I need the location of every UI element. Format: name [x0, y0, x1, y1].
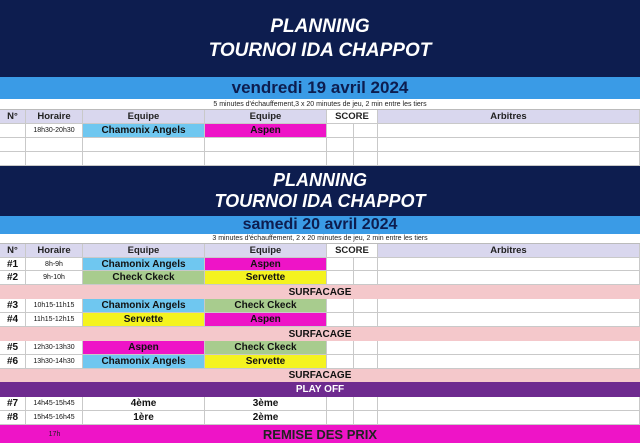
- empty-cell: [354, 138, 378, 152]
- match-score2[interactable]: [354, 313, 378, 327]
- match-referees[interactable]: [378, 258, 640, 271]
- match-team2: Check Ckeck: [205, 341, 327, 355]
- match-team1: Chamonix Angels: [83, 355, 205, 369]
- day2-title-tournament: TOURNOI IDA CHAPPOT: [214, 191, 426, 211]
- match-team1: 4ème: [83, 397, 205, 411]
- empty-cell: [205, 138, 327, 152]
- match-time: 13h30-14h30: [26, 355, 83, 369]
- empty-cell: [0, 138, 26, 152]
- table-row: [0, 355, 640, 369]
- match-referees[interactable]: [378, 299, 640, 313]
- match-score1[interactable]: [327, 355, 354, 369]
- prize-ceremony-time: 17h: [48, 430, 61, 438]
- col-time-header: Horaire: [26, 110, 83, 124]
- table-row-empty: [0, 152, 640, 166]
- day1-title-banner: [0, 0, 640, 77]
- match-referees[interactable]: [378, 313, 640, 327]
- empty-cell: [26, 138, 83, 152]
- match-team2: 2ème: [205, 411, 327, 425]
- table-row: [0, 258, 640, 271]
- match-team2: Servette: [205, 355, 327, 369]
- match-score2[interactable]: [354, 397, 378, 411]
- day2-title-planning: PLANNING: [273, 170, 367, 190]
- match-team1: Chamonix Angels: [83, 258, 205, 271]
- col-referees-header: Arbitres: [378, 244, 640, 258]
- day1-title-planning: PLANNING: [270, 16, 370, 37]
- match-number: #5: [0, 341, 26, 355]
- match-score1[interactable]: [327, 271, 354, 285]
- match-team2: Aspen: [205, 258, 327, 271]
- match-score1[interactable]: [327, 397, 354, 411]
- match-score1[interactable]: [327, 258, 354, 271]
- empty-cell: [83, 152, 205, 166]
- match-team1: Chamonix Angels: [83, 124, 205, 138]
- match-referees[interactable]: [378, 397, 640, 411]
- day1-title-tournament: TOURNOI IDA CHAPPOT: [208, 40, 432, 61]
- empty-cell: [327, 138, 354, 152]
- match-time: 15h45-16h45: [26, 411, 83, 425]
- col-score-header: SCORE: [327, 110, 378, 124]
- table-row: [0, 299, 640, 313]
- match-team1: Chamonix Angels: [83, 299, 205, 313]
- match-score2[interactable]: [354, 355, 378, 369]
- match-score1[interactable]: [327, 299, 354, 313]
- match-time: 8h-9h: [26, 258, 83, 271]
- match-team2: Aspen: [205, 313, 327, 327]
- match-number: #7: [0, 397, 26, 411]
- empty-cell: [378, 138, 640, 152]
- col-team2-header: Equipe: [205, 110, 327, 124]
- table-row: [0, 397, 640, 411]
- match-score1[interactable]: [327, 411, 354, 425]
- match-time: 18h30-20h30: [26, 124, 83, 138]
- table-row: [0, 124, 640, 138]
- match-team2: Check Ckeck: [205, 299, 327, 313]
- day2-header-row: [0, 244, 640, 258]
- surfacage-band-2: SURFACAGE: [0, 327, 640, 341]
- match-number: #4: [0, 313, 26, 327]
- table-row: [0, 411, 640, 425]
- col-team1-header: Equipe: [83, 110, 205, 124]
- playoff-band: PLAY OFF: [0, 382, 640, 397]
- match-referees[interactable]: [378, 355, 640, 369]
- match-score2[interactable]: [354, 258, 378, 271]
- match-number: #1: [0, 258, 26, 271]
- match-number: #3: [0, 299, 26, 313]
- day1-header-row: [0, 110, 640, 124]
- match-score1[interactable]: [327, 341, 354, 355]
- match-team2: Servette: [205, 271, 327, 285]
- prize-ceremony-band: [0, 425, 640, 443]
- col-number-header: N°: [0, 110, 26, 124]
- day2-title-banner: [0, 166, 640, 216]
- match-referees[interactable]: [378, 341, 640, 355]
- match-score2[interactable]: [354, 411, 378, 425]
- surfacage-band-1: SURFACAGE: [0, 285, 640, 299]
- match-time: 10h15-11h15: [26, 299, 83, 313]
- match-team1: Aspen: [83, 341, 205, 355]
- empty-cell: [26, 152, 83, 166]
- match-team1: Check Ckeck: [83, 271, 205, 285]
- col-number-header: N°: [0, 244, 26, 258]
- match-number: #2: [0, 271, 26, 285]
- match-number: #8: [0, 411, 26, 425]
- match-referees[interactable]: [378, 124, 640, 138]
- table-row: [0, 341, 640, 355]
- match-time: 12h30-13h30: [26, 341, 83, 355]
- match-team2: Aspen: [205, 124, 327, 138]
- table-row-empty: [0, 138, 640, 152]
- day2-rules-note: 3 minutes d'échauffement, 2 x 20 minutes de jeu, 2 min entre les tiers: [0, 234, 640, 244]
- match-number: #6: [0, 355, 26, 369]
- match-referees[interactable]: [378, 271, 640, 285]
- match-team1: 1ère: [83, 411, 205, 425]
- match-time: 9h-10h: [26, 271, 83, 285]
- col-time-header: Horaire: [26, 244, 83, 258]
- empty-cell: [205, 152, 327, 166]
- day1-date-bar: vendredi 19 avril 2024: [0, 77, 640, 99]
- match-time: 11h15-12h15: [26, 313, 83, 327]
- col-team1-header: Equipe: [83, 244, 205, 258]
- match-team1: Servette: [83, 313, 205, 327]
- match-score1[interactable]: [327, 124, 354, 138]
- match-score1[interactable]: [327, 313, 354, 327]
- day1-rules-note: 5 minutes d'échauffement,3 x 20 minutes de jeu, 2 min entre les tiers: [0, 99, 640, 110]
- empty-cell: [378, 152, 640, 166]
- empty-cell: [354, 152, 378, 166]
- match-referees[interactable]: [378, 411, 640, 425]
- table-row: [0, 313, 640, 327]
- empty-cell: [327, 152, 354, 166]
- col-referees-header: Arbitres: [378, 110, 640, 124]
- match-score2[interactable]: [354, 341, 378, 355]
- col-score-header: SCORE: [327, 244, 378, 258]
- col-team2-header: Equipe: [205, 244, 327, 258]
- match-score2[interactable]: [354, 124, 378, 138]
- prize-ceremony-label: REMISE DES PRIX: [262, 426, 378, 442]
- surfacage-band-3: SURFACAGE: [0, 369, 640, 382]
- match-time: 14h45-15h45: [26, 397, 83, 411]
- match-score2[interactable]: [354, 299, 378, 313]
- match-team2: 3ème: [205, 397, 327, 411]
- empty-cell: [83, 138, 205, 152]
- match-number: [0, 124, 26, 138]
- table-row: [0, 271, 640, 285]
- empty-cell: [0, 152, 26, 166]
- day2-date-bar: samedi 20 avril 2024: [0, 216, 640, 234]
- match-score2[interactable]: [354, 271, 378, 285]
